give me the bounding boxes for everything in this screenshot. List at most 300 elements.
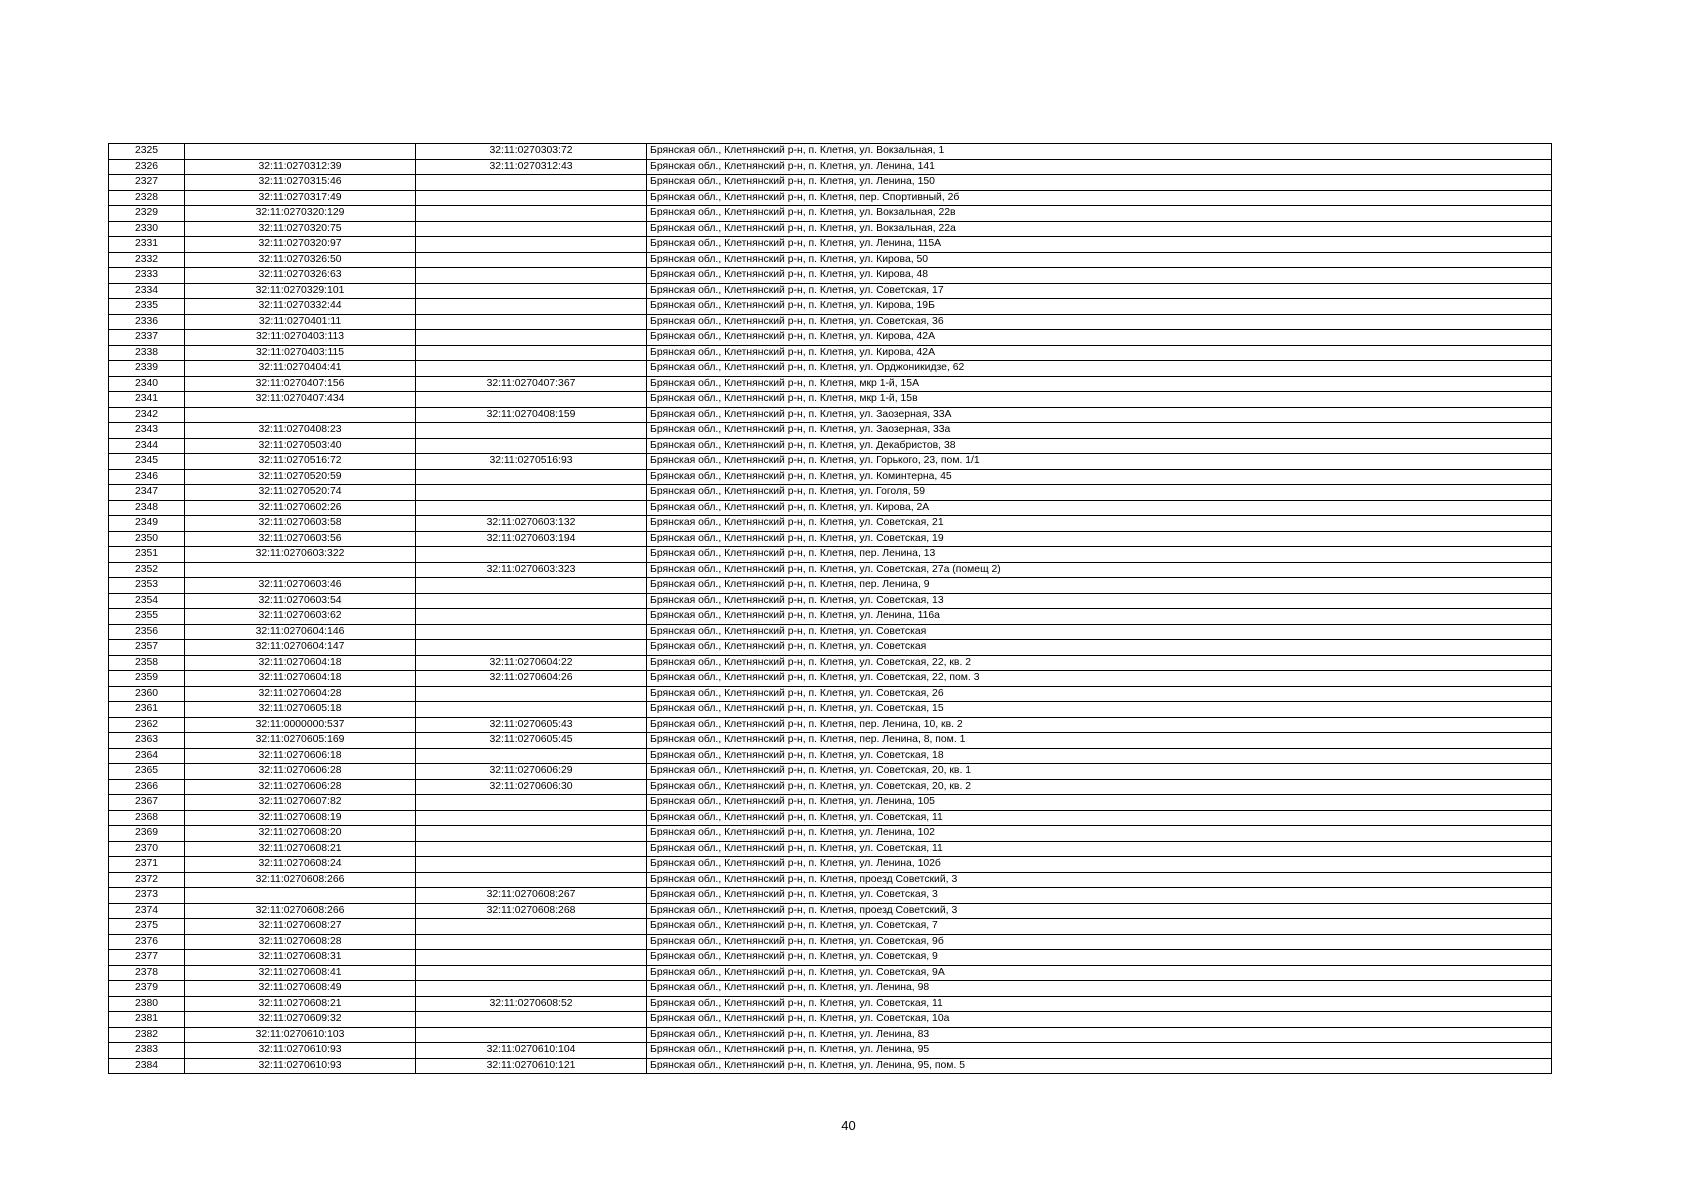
row-number-cell: 2357 — [109, 640, 185, 656]
table-row — [109, 283, 1552, 299]
address-cell: Брянская обл., Клетнянский р-н, п. Клетня, ул. Советская, 11 — [647, 996, 1552, 1012]
cadastral-number-land-cell: 32:11:0270604:18 — [185, 655, 416, 671]
table-row — [109, 547, 1552, 563]
cadastral-number-land-cell: 32:11:0270608:21 — [185, 841, 416, 857]
cadastral-number-land-cell: 32:11:0270326:50 — [185, 252, 416, 268]
row-number-cell: 2380 — [109, 996, 185, 1012]
table-row — [109, 361, 1552, 377]
address-cell: Брянская обл., Клетнянский р-н, п. Клетня, ул. Кирова, 50 — [647, 252, 1552, 268]
cadastral-number-building-cell — [416, 919, 647, 935]
table-row — [109, 144, 1552, 160]
cadastral-number-building-cell — [416, 686, 647, 702]
table-row — [109, 1027, 1552, 1043]
row-number-cell: 2345 — [109, 454, 185, 470]
cadastral-number-building-cell: 32:11:0270603:194 — [416, 531, 647, 547]
table-row — [109, 981, 1552, 997]
row-number-cell: 2359 — [109, 671, 185, 687]
row-number-cell: 2330 — [109, 221, 185, 237]
table-row — [109, 965, 1552, 981]
row-number-cell: 2374 — [109, 903, 185, 919]
cadastral-number-land-cell: 32:11:0270610:103 — [185, 1027, 416, 1043]
cadastral-number-building-cell — [416, 547, 647, 563]
table-row — [109, 268, 1552, 284]
table-row — [109, 578, 1552, 594]
address-cell: Брянская обл., Клетнянский р-н, п. Клетня, ул. Советская, 9б — [647, 934, 1552, 950]
cadastral-number-land-cell: 32:11:0270604:146 — [185, 624, 416, 640]
address-cell: Брянская обл., Клетнянский р-н, п. Клетня, ул. Советская, 27а (помещ 2) — [647, 562, 1552, 578]
address-cell: Брянская обл., Клетнянский р-н, п. Клетня, ул. Кирова, 48 — [647, 268, 1552, 284]
table-row — [109, 640, 1552, 656]
cadastral-number-land-cell: 32:11:0270608:24 — [185, 857, 416, 873]
address-cell: Брянская обл., Клетнянский р-н, п. Клетня, ул. Советская — [647, 640, 1552, 656]
cadastral-number-land-cell: 32:11:0270317:49 — [185, 190, 416, 206]
address-cell: Брянская обл., Клетнянский р-н, п. Клетня, пер. Ленина, 13 — [647, 547, 1552, 563]
row-number-cell: 2366 — [109, 779, 185, 795]
cadastral-number-building-cell — [416, 810, 647, 826]
cadastral-number-land-cell: 32:11:0270404:41 — [185, 361, 416, 377]
cadastral-number-building-cell: 32:11:0270606:29 — [416, 764, 647, 780]
table-row — [109, 826, 1552, 842]
table-row — [109, 562, 1552, 578]
table-row — [109, 795, 1552, 811]
cadastral-number-building-cell — [416, 206, 647, 222]
address-cell: Брянская обл., Клетнянский р-н, п. Клетня, ул. Кирова, 42А — [647, 345, 1552, 361]
row-number-cell: 2376 — [109, 934, 185, 950]
row-number-cell: 2379 — [109, 981, 185, 997]
table-row — [109, 423, 1552, 439]
cadastral-number-land-cell: 32:11:0270608:49 — [185, 981, 416, 997]
cadastral-number-land-cell: 32:11:0270604:18 — [185, 671, 416, 687]
table-row — [109, 438, 1552, 454]
cadastral-number-land-cell: 32:11:0270604:28 — [185, 686, 416, 702]
table-row — [109, 903, 1552, 919]
cadastral-number-land-cell: 32:11:0270605:18 — [185, 702, 416, 718]
row-number-cell: 2326 — [109, 159, 185, 175]
cadastral-number-land-cell: 32:11:0270603:56 — [185, 531, 416, 547]
page-number: 40 — [841, 1118, 856, 1133]
table-row — [109, 531, 1552, 547]
row-number-cell: 2354 — [109, 593, 185, 609]
row-number-cell: 2334 — [109, 283, 185, 299]
cadastral-number-building-cell — [416, 624, 647, 640]
table-row — [109, 748, 1552, 764]
cadastral-number-land-cell: 32:11:0270603:58 — [185, 516, 416, 532]
cadastral-number-land-cell: 32:11:0270605:169 — [185, 733, 416, 749]
cadastral-number-land-cell: 32:11:0270610:93 — [185, 1043, 416, 1059]
address-cell: Брянская обл., Клетнянский р-н, п. Клетня, ул. Горького, 23, пом. 1/1 — [647, 454, 1552, 470]
address-cell: Брянская обл., Клетнянский р-н, п. Клетня, проезд Советский, 3 — [647, 903, 1552, 919]
row-number-cell: 2375 — [109, 919, 185, 935]
cadastral-number-land-cell — [185, 144, 416, 160]
cadastral-number-building-cell — [416, 330, 647, 346]
table-row — [109, 159, 1552, 175]
cadastral-number-land-cell: 32:11:0270403:113 — [185, 330, 416, 346]
cadastral-number-building-cell — [416, 857, 647, 873]
table-row — [109, 624, 1552, 640]
row-number-cell: 2367 — [109, 795, 185, 811]
cadastral-number-building-cell — [416, 500, 647, 516]
cadastral-number-building-cell: 32:11:0270608:267 — [416, 888, 647, 904]
cadastral-number-land-cell: 32:11:0000000:537 — [185, 717, 416, 733]
cadastral-number-building-cell: 32:11:0270408:159 — [416, 407, 647, 423]
cadastral-number-building-cell — [416, 609, 647, 625]
row-number-cell: 2352 — [109, 562, 185, 578]
table-row — [109, 671, 1552, 687]
address-cell: Брянская обл., Клетнянский р-н, п. Клетня, ул. Ленина, 141 — [647, 159, 1552, 175]
address-cell: Брянская обл., Клетнянский р-н, п. Клетня, ул. Советская, 22, пом. 3 — [647, 671, 1552, 687]
row-number-cell: 2369 — [109, 826, 185, 842]
cadastral-number-land-cell: 32:11:0270608:28 — [185, 934, 416, 950]
address-cell: Брянская обл., Клетнянский р-н, п. Клетня, ул. Ленина, 95 — [647, 1043, 1552, 1059]
cadastral-number-land-cell: 32:11:0270608:27 — [185, 919, 416, 935]
cadastral-number-land-cell: 32:11:0270609:32 — [185, 1012, 416, 1028]
address-cell: Брянская обл., Клетнянский р-н, п. Клетня, ул. Советская, 17 — [647, 283, 1552, 299]
table-row — [109, 206, 1552, 222]
table-row — [109, 330, 1552, 346]
address-cell: Брянская обл., Клетнянский р-н, п. Клетня, ул. Ленина, 95, пом. 5 — [647, 1058, 1552, 1074]
cadastral-number-building-cell — [416, 826, 647, 842]
cadastral-number-land-cell: 32:11:0270610:93 — [185, 1058, 416, 1074]
cadastral-number-land-cell: 32:11:0270604:147 — [185, 640, 416, 656]
table-row — [109, 237, 1552, 253]
cadastral-number-land-cell: 32:11:0270608:31 — [185, 950, 416, 966]
cadastral-number-building-cell — [416, 299, 647, 315]
table-row — [109, 764, 1552, 780]
cadastral-number-building-cell: 32:11:0270605:43 — [416, 717, 647, 733]
row-number-cell: 2347 — [109, 485, 185, 501]
table-row — [109, 717, 1552, 733]
cadastral-number-land-cell — [185, 407, 416, 423]
cadastral-number-building-cell — [416, 965, 647, 981]
address-cell: Брянская обл., Клетнянский р-н, п. Клетня, ул. Орджоникидзе, 62 — [647, 361, 1552, 377]
table-row — [109, 314, 1552, 330]
cadastral-number-building-cell: 32:11:0270608:52 — [416, 996, 647, 1012]
table-row — [109, 996, 1552, 1012]
address-cell: Брянская обл., Клетнянский р-н, п. Клетня, ул. Кирова, 2А — [647, 500, 1552, 516]
cadastral-number-building-cell: 32:11:0270604:26 — [416, 671, 647, 687]
address-cell: Брянская обл., Клетнянский р-н, п. Клетня, ул. Советская, 21 — [647, 516, 1552, 532]
cadastral-number-land-cell: 32:11:0270603:46 — [185, 578, 416, 594]
table-row — [109, 516, 1552, 532]
address-cell: Брянская обл., Клетнянский р-н, п. Клетня, ул. Гоголя, 59 — [647, 485, 1552, 501]
address-cell: Брянская обл., Клетнянский р-н, п. Клетня, ул. Ленина, 102 — [647, 826, 1552, 842]
row-number-cell: 2363 — [109, 733, 185, 749]
row-number-cell: 2348 — [109, 500, 185, 516]
table-row — [109, 345, 1552, 361]
cadastral-number-land-cell: 32:11:0270608:41 — [185, 965, 416, 981]
table-row — [109, 221, 1552, 237]
cadastral-number-building-cell — [416, 221, 647, 237]
table-row — [109, 841, 1552, 857]
address-cell: Брянская обл., Клетнянский р-н, п. Клетня, ул. Советская, 9А — [647, 965, 1552, 981]
row-number-cell: 2344 — [109, 438, 185, 454]
address-cell: Брянская обл., Клетнянский р-н, п. Клетня, ул. Советская, 9 — [647, 950, 1552, 966]
table-row — [109, 733, 1552, 749]
row-number-cell: 2331 — [109, 237, 185, 253]
row-number-cell: 2370 — [109, 841, 185, 857]
cadastral-number-land-cell: 32:11:0270606:28 — [185, 779, 416, 795]
row-number-cell: 2325 — [109, 144, 185, 160]
address-cell: Брянская обл., Клетнянский р-н, п. Клетня, ул. Ленина, 83 — [647, 1027, 1552, 1043]
cadastral-number-building-cell — [416, 392, 647, 408]
row-number-cell: 2383 — [109, 1043, 185, 1059]
address-cell: Брянская обл., Клетнянский р-н, п. Клетня, ул. Ленина, 115А — [647, 237, 1552, 253]
cadastral-number-building-cell — [416, 640, 647, 656]
table-row — [109, 1058, 1552, 1074]
table-row — [109, 252, 1552, 268]
address-cell: Брянская обл., Клетнянский р-н, п. Клетня, ул. Заозерная, 33А — [647, 407, 1552, 423]
table-row — [109, 485, 1552, 501]
cadastral-number-building-cell — [416, 981, 647, 997]
cadastral-number-land-cell: 32:11:0270403:115 — [185, 345, 416, 361]
cadastral-number-land-cell: 32:11:0270408:23 — [185, 423, 416, 439]
cadastral-number-land-cell: 32:11:0270520:74 — [185, 485, 416, 501]
cadastral-number-building-cell — [416, 578, 647, 594]
row-number-cell: 2350 — [109, 531, 185, 547]
table-row — [109, 469, 1552, 485]
cadastral-number-land-cell: 32:11:0270407:156 — [185, 376, 416, 392]
row-number-cell: 2340 — [109, 376, 185, 392]
cadastral-number-building-cell — [416, 934, 647, 950]
table-row — [109, 593, 1552, 609]
address-cell: Брянская обл., Клетнянский р-н, п. Клетня, ул. Советская, 15 — [647, 702, 1552, 718]
table-row — [109, 407, 1552, 423]
address-cell: Брянская обл., Клетнянский р-н, п. Клетня, ул. Советская, 13 — [647, 593, 1552, 609]
cadastral-number-building-cell: 32:11:0270608:268 — [416, 903, 647, 919]
row-number-cell: 2351 — [109, 547, 185, 563]
table-row — [109, 190, 1552, 206]
cadastral-number-building-cell — [416, 283, 647, 299]
row-number-cell: 2335 — [109, 299, 185, 315]
address-cell: Брянская обл., Клетнянский р-н, п. Клетня, ул. Коминтерна, 45 — [647, 469, 1552, 485]
table-row — [109, 686, 1552, 702]
row-number-cell: 2343 — [109, 423, 185, 439]
table-row — [109, 950, 1552, 966]
cadastral-number-land-cell: 32:11:0270332:44 — [185, 299, 416, 315]
address-cell: Брянская обл., Клетнянский р-н, п. Клетня, ул. Советская, 26 — [647, 686, 1552, 702]
address-cell: Брянская обл., Клетнянский р-н, п. Клетня, ул. Ленина, 116а — [647, 609, 1552, 625]
address-cell: Брянская обл., Клетнянский р-н, п. Клетня, мкр 1-й, 15А — [647, 376, 1552, 392]
row-number-cell: 2346 — [109, 469, 185, 485]
address-cell: Брянская обл., Клетнянский р-н, п. Клетня, пер. Ленина, 9 — [647, 578, 1552, 594]
address-cell: Брянская обл., Клетнянский р-н, п. Клетня, проезд Советский, 3 — [647, 872, 1552, 888]
cadastral-number-building-cell — [416, 438, 647, 454]
table-row — [109, 779, 1552, 795]
cadastral-number-building-cell: 32:11:0270610:121 — [416, 1058, 647, 1074]
row-number-cell: 2377 — [109, 950, 185, 966]
cadastral-number-land-cell: 32:11:0270607:82 — [185, 795, 416, 811]
cadastral-number-land-cell: 32:11:0270608:20 — [185, 826, 416, 842]
row-number-cell: 2384 — [109, 1058, 185, 1074]
address-cell: Брянская обл., Клетнянский р-н, п. Клетня, ул. Вокзальная, 22а — [647, 221, 1552, 237]
row-number-cell: 2339 — [109, 361, 185, 377]
table-row — [109, 609, 1552, 625]
cadastral-number-building-cell — [416, 748, 647, 764]
cadastral-number-building-cell — [416, 175, 647, 191]
table-row — [109, 299, 1552, 315]
address-cell: Брянская обл., Клетнянский р-н, п. Клетня, ул. Ленина, 105 — [647, 795, 1552, 811]
cadastral-number-land-cell: 32:11:0270603:54 — [185, 593, 416, 609]
table-row — [109, 934, 1552, 950]
table-body — [109, 144, 1552, 1074]
row-number-cell: 2368 — [109, 810, 185, 826]
cadastral-number-land-cell: 32:11:0270602:26 — [185, 500, 416, 516]
address-cell: Брянская обл., Клетнянский р-н, п. Клетня, ул. Ленина, 98 — [647, 981, 1552, 997]
table-row — [109, 872, 1552, 888]
address-cell: Брянская обл., Клетнянский р-н, п. Клетня, ул. Советская — [647, 624, 1552, 640]
table-row — [109, 376, 1552, 392]
table-row — [109, 1012, 1552, 1028]
cadastral-number-building-cell — [416, 190, 647, 206]
address-cell: Брянская обл., Клетнянский р-н, п. Клетня, ул. Вокзальная, 1 — [647, 144, 1552, 160]
cadastral-number-building-cell — [416, 252, 647, 268]
row-number-cell: 2364 — [109, 748, 185, 764]
row-number-cell: 2333 — [109, 268, 185, 284]
cadastral-number-land-cell: 32:11:0270606:28 — [185, 764, 416, 780]
cadastral-number-building-cell — [416, 345, 647, 361]
cadastral-number-building-cell — [416, 841, 647, 857]
row-number-cell: 2341 — [109, 392, 185, 408]
row-number-cell: 2327 — [109, 175, 185, 191]
cadastral-number-building-cell — [416, 485, 647, 501]
table-row — [109, 175, 1552, 191]
table-row — [109, 857, 1552, 873]
row-number-cell: 2373 — [109, 888, 185, 904]
cadastral-number-land-cell — [185, 562, 416, 578]
cadastral-number-building-cell: 32:11:0270516:93 — [416, 454, 647, 470]
table-row — [109, 655, 1552, 671]
address-cell: Брянская обл., Клетнянский р-н, п. Клетня, ул. Декабристов, 38 — [647, 438, 1552, 454]
cadastral-number-land-cell: 32:11:0270329:101 — [185, 283, 416, 299]
row-number-cell: 2371 — [109, 857, 185, 873]
cadastral-number-building-cell — [416, 469, 647, 485]
cadastral-number-land-cell: 32:11:0270320:97 — [185, 237, 416, 253]
cadastral-number-land-cell: 32:11:0270520:59 — [185, 469, 416, 485]
address-cell: Брянская обл., Клетнянский р-н, п. Клетня, пер. Ленина, 10, кв. 2 — [647, 717, 1552, 733]
row-number-cell: 2365 — [109, 764, 185, 780]
cadastral-number-building-cell — [416, 593, 647, 609]
cadastral-number-building-cell — [416, 423, 647, 439]
cadastral-number-land-cell: 32:11:0270606:18 — [185, 748, 416, 764]
cadastral-number-land-cell: 32:11:0270407:434 — [185, 392, 416, 408]
cadastral-number-land-cell: 32:11:0270312:39 — [185, 159, 416, 175]
table-row — [109, 392, 1552, 408]
row-number-cell: 2358 — [109, 655, 185, 671]
row-number-cell: 2356 — [109, 624, 185, 640]
cadastral-number-building-cell — [416, 314, 647, 330]
cadastral-number-building-cell: 32:11:0270603:132 — [416, 516, 647, 532]
address-cell: Брянская обл., Клетнянский р-н, п. Клетня, мкр 1-й, 15в — [647, 392, 1552, 408]
cadastral-number-land-cell: 32:11:0270320:129 — [185, 206, 416, 222]
address-cell: Брянская обл., Клетнянский р-н, п. Клетня, ул. Кирова, 19Б — [647, 299, 1552, 315]
row-number-cell: 2381 — [109, 1012, 185, 1028]
cadastral-number-land-cell — [185, 888, 416, 904]
address-cell: Брянская обл., Клетнянский р-н, п. Клетня, ул. Советская, 22, кв. 2 — [647, 655, 1552, 671]
cadastral-number-land-cell: 32:11:0270315:46 — [185, 175, 416, 191]
row-number-cell: 2372 — [109, 872, 185, 888]
table-row — [109, 500, 1552, 516]
row-number-cell: 2337 — [109, 330, 185, 346]
cadastral-number-building-cell: 32:11:0270603:323 — [416, 562, 647, 578]
address-cell: Брянская обл., Клетнянский р-н, п. Клетня, ул. Советская, 19 — [647, 531, 1552, 547]
cadastral-number-building-cell — [416, 702, 647, 718]
cadastral-number-land-cell: 32:11:0270401:11 — [185, 314, 416, 330]
cadastral-number-land-cell: 32:11:0270608:21 — [185, 996, 416, 1012]
row-number-cell: 2342 — [109, 407, 185, 423]
row-number-cell: 2349 — [109, 516, 185, 532]
address-cell: Брянская обл., Клетнянский р-н, п. Клетня, пер. Ленина, 8, пом. 1 — [647, 733, 1552, 749]
cadastral-number-building-cell — [416, 237, 647, 253]
cadastral-number-land-cell: 32:11:0270516:72 — [185, 454, 416, 470]
cadastral-number-land-cell: 32:11:0270608:266 — [185, 872, 416, 888]
cadastral-number-building-cell: 32:11:0270604:22 — [416, 655, 647, 671]
row-number-cell: 2328 — [109, 190, 185, 206]
cadastral-number-land-cell: 32:11:0270326:63 — [185, 268, 416, 284]
address-cell: Брянская обл., Клетнянский р-н, п. Клетня, ул. Ленина, 102б — [647, 857, 1552, 873]
cadastral-number-building-cell — [416, 268, 647, 284]
address-cell: Брянская обл., Клетнянский р-н, п. Клетня, пер. Спортивный, 2б — [647, 190, 1552, 206]
table-row — [109, 888, 1552, 904]
address-cell: Брянская обл., Клетнянский р-н, п. Клетня, ул. Советская, 11 — [647, 841, 1552, 857]
cadastral-number-building-cell — [416, 872, 647, 888]
cadastral-number-land-cell: 32:11:0270603:62 — [185, 609, 416, 625]
address-cell: Брянская обл., Клетнянский р-н, п. Клетня, ул. Советская, 10а — [647, 1012, 1552, 1028]
cadastral-number-land-cell: 32:11:0270503:40 — [185, 438, 416, 454]
cadastral-number-land-cell: 32:11:0270603:322 — [185, 547, 416, 563]
table-row — [109, 1043, 1552, 1059]
cadastral-number-building-cell: 32:11:0270312:43 — [416, 159, 647, 175]
row-number-cell: 2378 — [109, 965, 185, 981]
address-cell: Брянская обл., Клетнянский р-н, п. Клетня, ул. Советская, 7 — [647, 919, 1552, 935]
cadastral-number-building-cell — [416, 361, 647, 377]
cadastral-number-building-cell: 32:11:0270610:104 — [416, 1043, 647, 1059]
cadastral-number-building-cell: 32:11:0270605:45 — [416, 733, 647, 749]
row-number-cell: 2329 — [109, 206, 185, 222]
address-cell: Брянская обл., Клетнянский р-н, п. Клетня, ул. Советская, 11 — [647, 810, 1552, 826]
cadastral-number-building-cell — [416, 950, 647, 966]
table-row — [109, 919, 1552, 935]
cadastral-number-land-cell: 32:11:0270608:19 — [185, 810, 416, 826]
cadastral-number-land-cell: 32:11:0270320:75 — [185, 221, 416, 237]
row-number-cell: 2336 — [109, 314, 185, 330]
cadastral-number-building-cell — [416, 1012, 647, 1028]
address-cell: Брянская обл., Клетнянский р-н, п. Клетня, ул. Советская, 36 — [647, 314, 1552, 330]
row-number-cell: 2362 — [109, 717, 185, 733]
address-cell: Брянская обл., Клетнянский р-н, п. Клетня, ул. Ленина, 150 — [647, 175, 1552, 191]
row-number-cell: 2353 — [109, 578, 185, 594]
cadastral-number-building-cell — [416, 1027, 647, 1043]
table-row — [109, 454, 1552, 470]
cadastral-number-land-cell: 32:11:0270608:266 — [185, 903, 416, 919]
address-cell: Брянская обл., Клетнянский р-н, п. Клетня, ул. Советская, 3 — [647, 888, 1552, 904]
table-row — [109, 702, 1552, 718]
address-cell: Брянская обл., Клетнянский р-н, п. Клетня, ул. Заозерная, 33а — [647, 423, 1552, 439]
address-cell: Брянская обл., Клетнянский р-н, п. Клетня, ул. Кирова, 42А — [647, 330, 1552, 346]
table-row — [109, 810, 1552, 826]
cadastral-number-building-cell — [416, 795, 647, 811]
address-cell: Брянская обл., Клетнянский р-н, п. Клетня, ул. Советская, 20, кв. 1 — [647, 764, 1552, 780]
row-number-cell: 2338 — [109, 345, 185, 361]
address-cell: Брянская обл., Клетнянский р-н, п. Клетня, ул. Советская, 20, кв. 2 — [647, 779, 1552, 795]
row-number-cell: 2361 — [109, 702, 185, 718]
cadastral-number-building-cell: 32:11:0270303:72 — [416, 144, 647, 160]
address-cell: Брянская обл., Клетнянский р-н, п. Клетня, ул. Советская, 18 — [647, 748, 1552, 764]
cadastral-number-building-cell: 32:11:0270606:30 — [416, 779, 647, 795]
row-number-cell: 2360 — [109, 686, 185, 702]
row-number-cell: 2332 — [109, 252, 185, 268]
cadastral-table — [108, 143, 1552, 1074]
row-number-cell: 2382 — [109, 1027, 185, 1043]
